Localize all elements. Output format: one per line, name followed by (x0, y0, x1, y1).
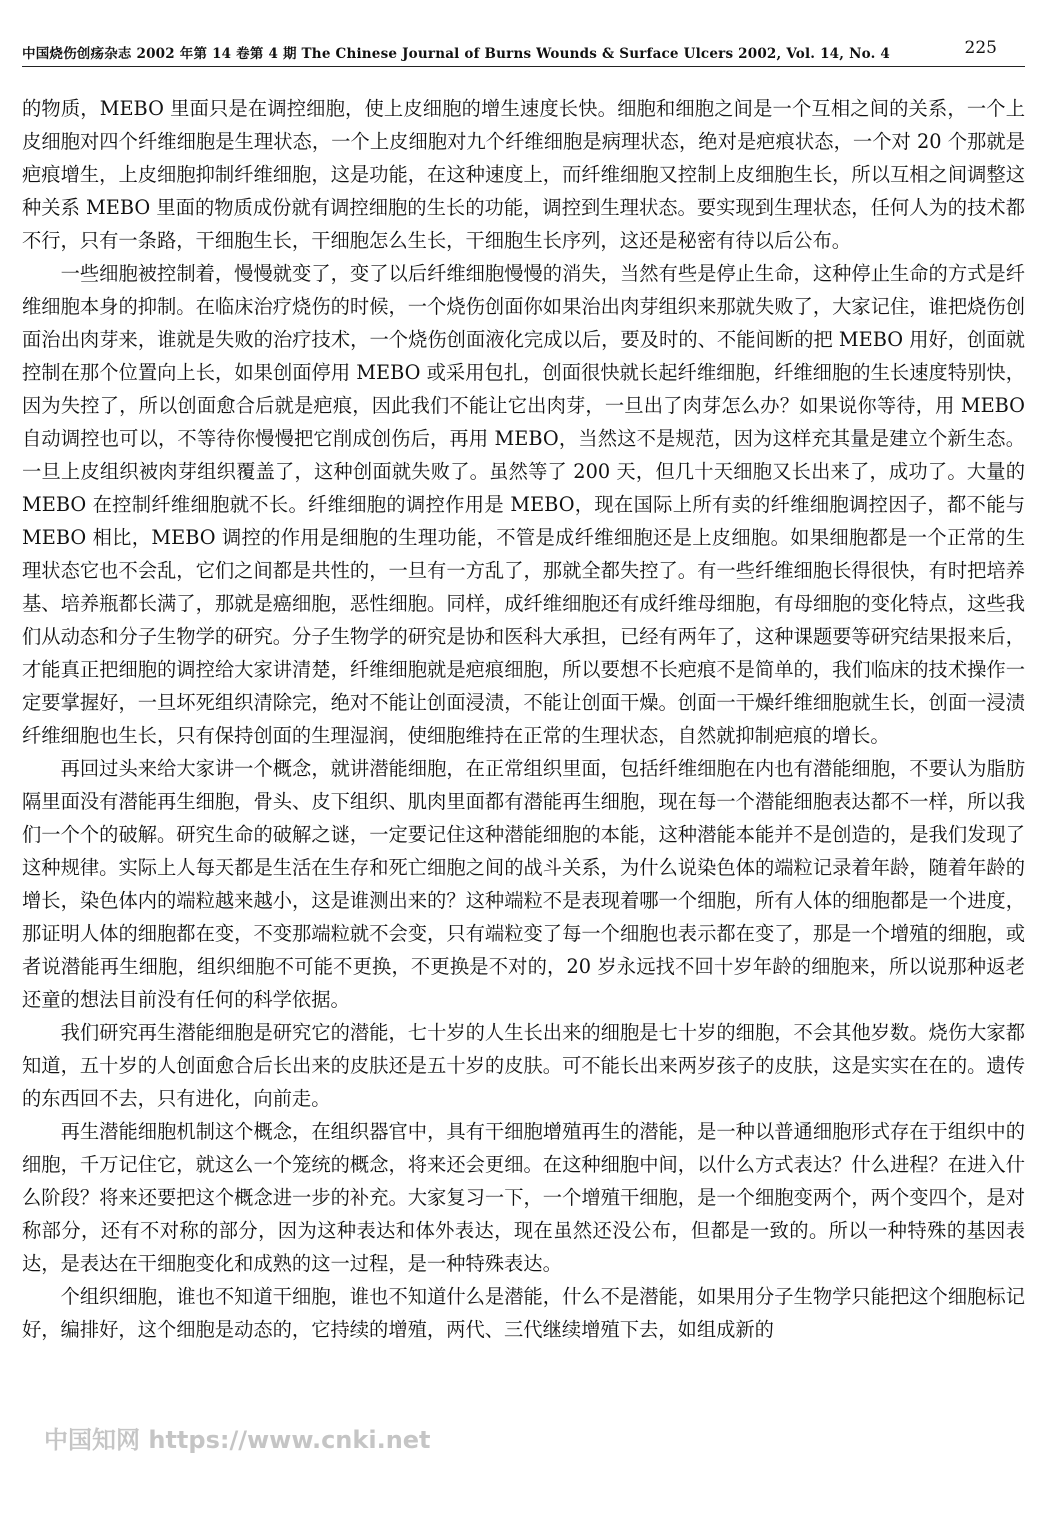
page-number: 225 (964, 38, 997, 58)
paragraph-1: 的物质，MEBO 里面只是在调控细胞，使上皮细胞的增生速度长快。细胞和细胞之间是一个互相之间的关系，一个上皮细胞对四个纤维细胞是生理状态，一个上皮细胞对九个纤维细胞是病理状态，绝对是疤痕状态，一个对 20 个那就是疤痕增生，上皮细胞抑制纤维细胞，这是功能，在这种速度上，而纤维细胞又控制上皮细胞生长，所以互相之间调整这种关系 MEBO 里面的物质成份就有调控细胞的生长的功能，调控到生理状态。要实现到生理状态，任何人为的技术都不行，只有一条路，干细胞生长，干细胞怎么生长，干细胞生长序列，这还是秘密有待以后公布。 (22, 97, 1025, 252)
paragraph-4: 我们研究再生潜能细胞是研究它的潜能，七十岁的人生长出来的细胞是七十岁的细胞，不会其他岁数。烧伤大家都知道，五十岁的人创面愈合后长出来的皮肤还是五十岁的皮肤。可不能长出来两岁孩子的皮肤，这是实实在在的。遗传的东西回不去，只有进化，向前走。 (22, 1021, 1025, 1110)
header-rule (22, 66, 1025, 67)
journal-citation: 中国烧伤创疡杂志 2002 年第 14 卷第 4 期 The Chinese Journal of Burns Wounds & Surface Ulcers 2002, Vol. 14, No. 4 (22, 46, 890, 62)
paragraph-5: 再生潜能细胞机制这个概念，在组织器官中，具有干细胞增殖再生的潜能，是一种以普通细胞形式存在于组织中的细胞，千万记住它，就这么一个笼统的概念，将来还会更细。在这种细胞中间，以什么方式表达？什么进程？在进入什么阶段？将来还要把这个概念进一步的补充。大家复习一下，一个增殖干细胞，是一个细胞变两个，两个变四个，是对称部分，还有不对称的部分，因为这种表达和体外表达，现在虽然还没公布，但都是一致的。所以一种特殊的基因表达，是表达在干细胞变化和成熟的这一过程，是一种特殊表达。 (22, 1120, 1025, 1275)
paragraph-6: 个组织细胞，谁也不知道干细胞，谁也不知道什么是潜能，什么不是潜能，如果用分子生物学只能把这个细胞标记好，编排好，这个细胞是动态的，它持续的增殖，两代、三代继续增殖下去，如组成新的 (22, 1285, 1025, 1341)
paragraph-2: 一些细胞被控制着，慢慢就变了，变了以后纤维细胞慢慢的消失，当然有些是停止生命，这种停止生命的方式是纤维细胞本身的抑制。在临床治疗烧伤的时候，一个烧伤创面你如果治出肉芽组织来那就失败了，大家记住，谁把烧伤创面治出肉芽来，谁就是失败的治疗技术，一个烧伤创面液化完成以后，要及时的、不能间断的把 MEBO 用好，创面就控制在那个位置向上长，如果创面停用 MEBO 或采用包扎，创面很快就长起纤维细胞，纤维细胞的生长速度特别快，因为失控了，所以创面愈合后就是疤痕，因此我们不能让它出肉芽，一旦出了肉芽怎么办？如果说你等待，用 MEBO 自动调控也可以，不等待你慢慢把它削成创伤后，再用 MEBO，当然这不是规范，因为这样充其量是建立个新生态。一旦上皮组织被肉芽组织覆盖了，这种创面就失败了。虽然等了 200 天，但几十天细胞又长出来了，成功了。大量的 MEBO 在控制纤维细胞就不长。纤维细胞的调控作用是 MEBO，现在国际上所有卖的纤维细胞调控因子，都不能与 MEBO 相比，MEBO 调控的作用是细胞的生理功能，不管是成纤维细胞还是上皮细胞。如果细胞都是一个正常的生理状态它也不会乱，它们之间都是共性的，一旦有一方乱了，那就全都失控了。有一些纤维细胞长得很快，有时把培养基、培养瓶都长满了，那就是癌细胞，恶性细胞。同样，成纤维细胞还有成纤维母细胞，有母细胞的变化特点，这些我们从动态和分子生物学的研究。分子生物学的研究是协和医科大承担，已经有两年了，这种课题要等研究结果报来后，才能真正把细胞的调控给大家讲清楚，纤维细胞就是疤痕细胞，所以要想不长疤痕不是简单的，我们临床的技术操作一定要掌握好，一旦坏死组织清除完，绝对不能让创面浸渍，不能让创面干燥。创面一干燥纤维细胞就生长，创面一浸渍纤维细胞也生长，只有保持创面的生理湿润，使细胞维持在正常的生理状态，自然就抑制疤痕的增长。 (22, 262, 1025, 747)
running-header (22, 42, 1025, 62)
cnki-watermark: 中国知网 https://www.cnki.net (44, 1426, 431, 1454)
paragraph-3: 再回过头来给大家讲一个概念，就讲潜能细胞，在正常组织里面，包括纤维细胞在内也有潜能细胞，不要认为脂肪隔里面没有潜能再生细胞，骨头、皮下组织、肌肉里面都有潜能再生细胞，现在每一个潜能细胞表达都不一样，所以我们一个个的破解。研究生命的破解之谜，一定要记住这种潜能细胞的本能，这种潜能本能并不是创造的，是我们发现了这种规律。实际上人每天都是生活在生存和死亡细胞之间的战斗关系，为什么说染色体的端粒记录着年龄，随着年龄的增长，染色体内的端粒越来越小，这是谁测出来的？这种端粒不是表现着哪一个细胞，所有人体的细胞都是一个进度，那证明人体的细胞都在变，不变那端粒就不会变，只有端粒变了每一个细胞也表示都在变了，那是一个增殖的细胞，或者说潜能再生细胞，组织细胞不可能不更换，不更换是不对的，20 岁永远找不回十岁年龄的细胞来，所以说那种返老还童的想法目前没有任何的科学依据。 (22, 757, 1025, 1011)
article-body (22, 92, 1025, 1346)
